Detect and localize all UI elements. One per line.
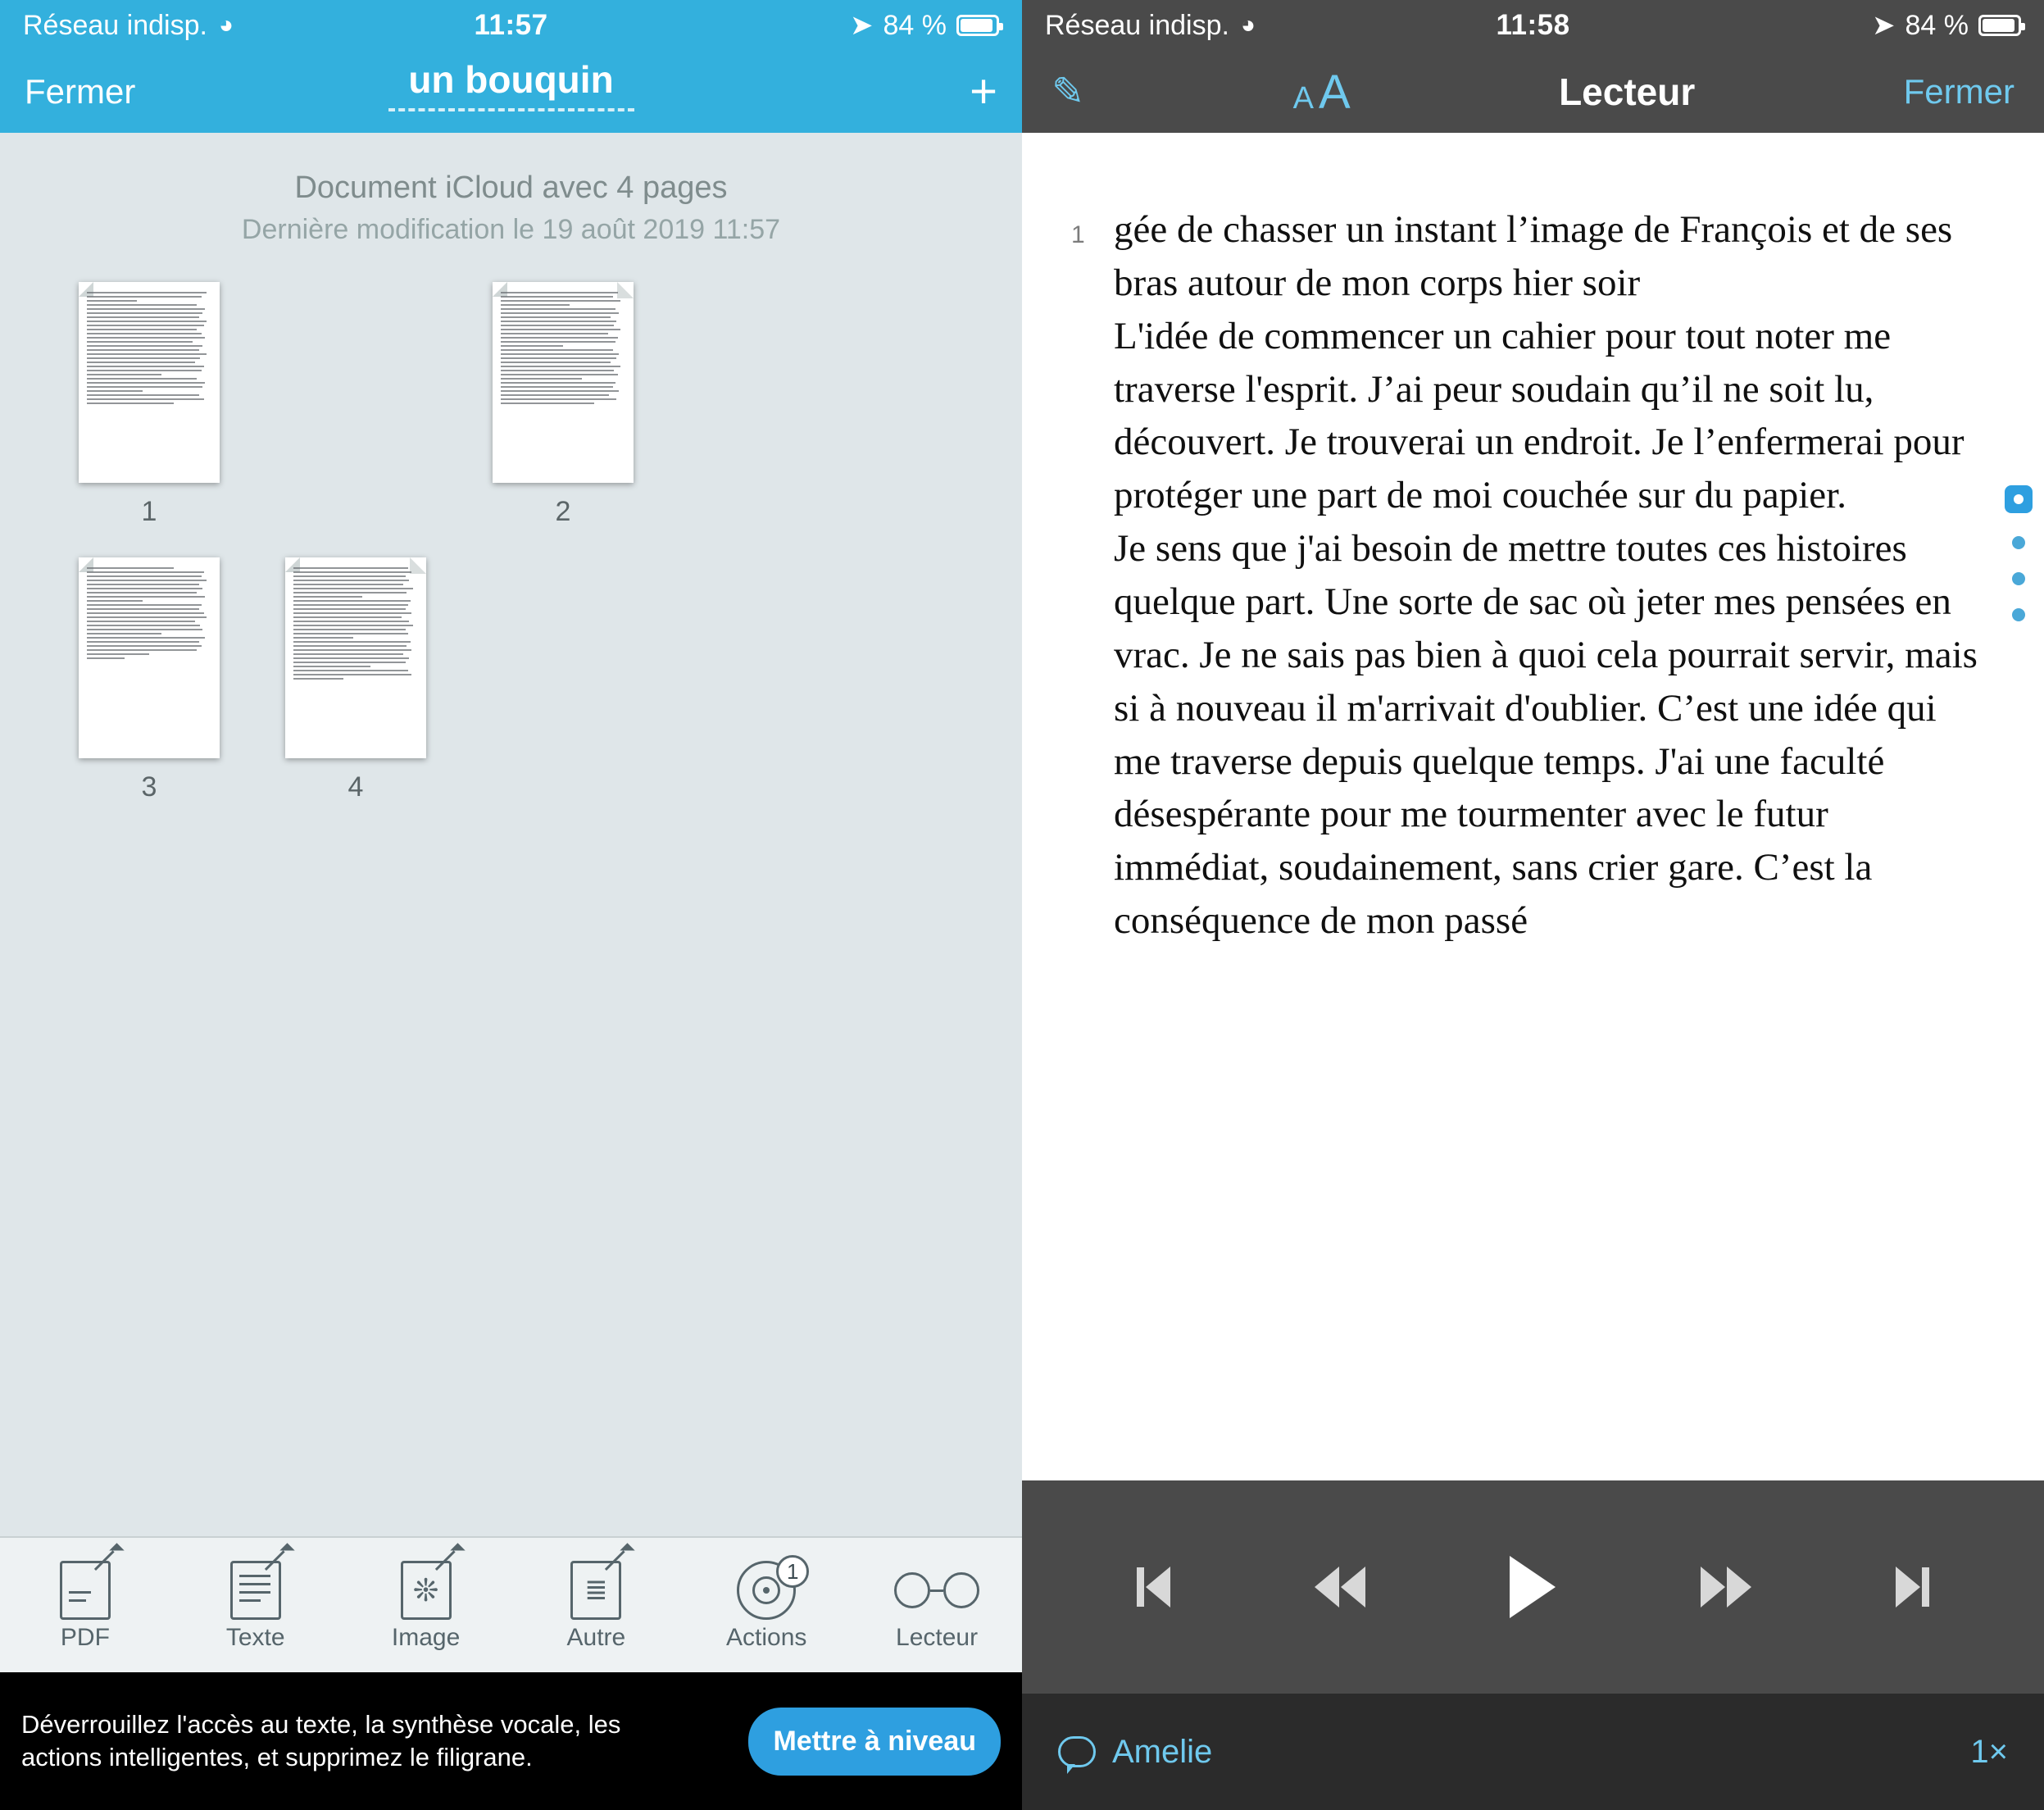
page-thumbnail[interactable] (46, 282, 252, 528)
reader-content[interactable] (1022, 133, 2044, 1480)
battery-icon (1978, 15, 2021, 36)
font-size-icon[interactable] (1293, 65, 1351, 120)
page-thumbnail[interactable] (252, 557, 459, 803)
upgrade-banner-text: Déverrouillez l'accès au texte, la synthèse vocale, les actions intelligentes, et supprimez le filigrane. (21, 1710, 621, 1771)
upgrade-button[interactable]: Mettre à niveau (748, 1708, 1001, 1776)
page-dot[interactable] (2012, 536, 2025, 549)
font-size-small-glyph: A (1292, 80, 1314, 116)
toolbar-label: Texte (225, 1624, 285, 1651)
page-text-lines (87, 567, 211, 659)
page-fold-corner-icon (410, 557, 426, 574)
grid-gap (252, 282, 460, 557)
document-title-group[interactable] (0, 57, 1022, 111)
close-button[interactable]: Fermer (25, 72, 136, 111)
page-fold-icon (285, 557, 300, 572)
page-fold-corner-icon (617, 282, 634, 298)
page-text-lines (501, 292, 625, 404)
reader-paragraph: L'idée de commencer un cahier pour tout noter me traverse l'esprit. J’ai peur soudain qu’il ne soit lu, découvert. Je trouverai un endroit. Je l’enfermerai pour protéger une part de moi couchée sur du papier. (1114, 314, 1965, 517)
toolbar-label: PDF (60, 1624, 110, 1651)
document-modified: Dernière modification le 19 août 2019 11:57 (241, 214, 781, 245)
toolbar-item-lecteur[interactable] (852, 1558, 1022, 1652)
page-text-lines (87, 292, 211, 404)
close-button[interactable]: Fermer (1903, 72, 2014, 111)
image-export-icon: ❊ (401, 1558, 452, 1622)
page-thumbnail-grid (0, 246, 1022, 833)
location-arrow-icon: ➤ (850, 10, 874, 41)
page-preview[interactable] (285, 557, 426, 758)
nav-bar-left (0, 51, 1022, 133)
document-info (0, 133, 1022, 246)
grid-gap (666, 282, 874, 557)
page-thumbnail[interactable] (46, 557, 252, 803)
battery-icon (956, 15, 999, 36)
upgrade-banner (0, 1672, 1022, 1810)
page-title: Lecteur (1559, 70, 1696, 113)
toolbar-label: Autre (566, 1624, 626, 1651)
actions-badge: 1 (776, 1555, 809, 1588)
paragraph-block (1071, 203, 1985, 948)
pdf-export-icon (60, 1558, 111, 1622)
status-clock: 11:57 (474, 9, 548, 41)
page-text-lines (293, 567, 418, 680)
glasses-reader-icon (894, 1558, 979, 1622)
page-thumbnail[interactable] (460, 282, 666, 528)
next-track-icon[interactable] (1896, 1567, 1929, 1608)
reader-text[interactable] (1114, 203, 1985, 948)
toolbar-label: Actions (726, 1624, 807, 1651)
toolbar-item-image[interactable] (341, 1558, 511, 1652)
add-page-button[interactable]: + (970, 65, 997, 118)
toolbar-label: Lecteur (896, 1624, 979, 1651)
carrier-label: Réseau indisp. (23, 9, 207, 41)
page-preview[interactable] (79, 282, 220, 483)
location-arrow-icon: ➤ (1872, 10, 1896, 41)
toolbar-item-actions[interactable] (681, 1558, 852, 1652)
page-fold-icon (79, 282, 93, 297)
bottom-toolbar (0, 1536, 1022, 1672)
font-size-large-glyph: A (1318, 65, 1351, 119)
page-indicator-dots[interactable] (2005, 485, 2033, 621)
page-number: 1 (141, 496, 157, 527)
status-bar-left (0, 0, 1022, 51)
playback-controls (1022, 1480, 2044, 1694)
title-editable-underline (388, 108, 634, 111)
previous-track-icon[interactable] (1137, 1567, 1170, 1608)
page-preview[interactable] (79, 557, 220, 758)
actions-target-icon (737, 1558, 799, 1622)
page-number: 2 (555, 496, 571, 527)
status-clock: 11:58 (1496, 9, 1570, 41)
reader-paragraph: gée de chasser un instant l’image de François et de ses bras autour de mon corps hier soir (1114, 208, 1953, 304)
rewind-icon[interactable] (1315, 1567, 1365, 1608)
wifi-icon: ◕ (218, 11, 234, 39)
playback-speed[interactable]: 1× (1970, 1733, 2008, 1770)
paragraph-number: 1 (1071, 221, 1085, 248)
reader-paragraph: Je sens que j'ai besoin de mettre toutes ces histoires quelque part. Une sorte de sac où jeter mes pensées en vrac. Je ne sais pas bien à quoi cela pourrait servir, mais si à nouveau il m'arrivait d'oublier. C’est une idée qui me traverse depuis quelque temps. J'ai une faculté désespérante pour me tourmenter avec le futur immédiat, soudainement, sans crier gare. C’est la conséquence de mon passé (1114, 527, 1978, 943)
page-number: 4 (347, 771, 364, 803)
carrier-label: Réseau indisp. (1045, 9, 1229, 41)
page-dot[interactable] (2012, 572, 2025, 585)
toolbar-item-texte[interactable] (170, 1558, 341, 1652)
page-dot[interactable] (2012, 608, 2025, 621)
page-preview[interactable] (493, 282, 634, 483)
battery-percent: 84 % (1905, 9, 1969, 41)
pencil-icon[interactable]: ✎ (1052, 70, 1085, 114)
toolbar-label: Image (391, 1624, 461, 1651)
play-icon[interactable] (1510, 1556, 1556, 1618)
nav-bar-right (1022, 51, 2044, 133)
other-export-icon: ≣ (570, 1558, 621, 1622)
toolbar-item-pdf[interactable] (0, 1558, 170, 1652)
battery-percent: 84 % (883, 9, 947, 41)
page-dot-active[interactable] (2005, 485, 2033, 513)
wifi-icon: ◕ (1240, 11, 1256, 39)
page-fold-icon (493, 282, 507, 297)
status-bar-right (1022, 0, 2044, 51)
page-number: 3 (141, 771, 157, 803)
reader-screen (1022, 0, 2044, 1810)
text-export-icon (230, 1558, 281, 1622)
voice-settings-bar (1022, 1694, 2044, 1810)
document-summary: Document iCloud avec 4 pages (294, 171, 728, 205)
speech-bubble-icon (1058, 1736, 1096, 1767)
voice-name[interactable]: Amelie (1112, 1733, 1213, 1770)
fast-forward-icon[interactable] (1701, 1567, 1751, 1608)
toolbar-item-autre[interactable] (511, 1558, 681, 1652)
page-title[interactable]: un bouquin (408, 58, 614, 101)
page-fold-icon (79, 557, 93, 572)
